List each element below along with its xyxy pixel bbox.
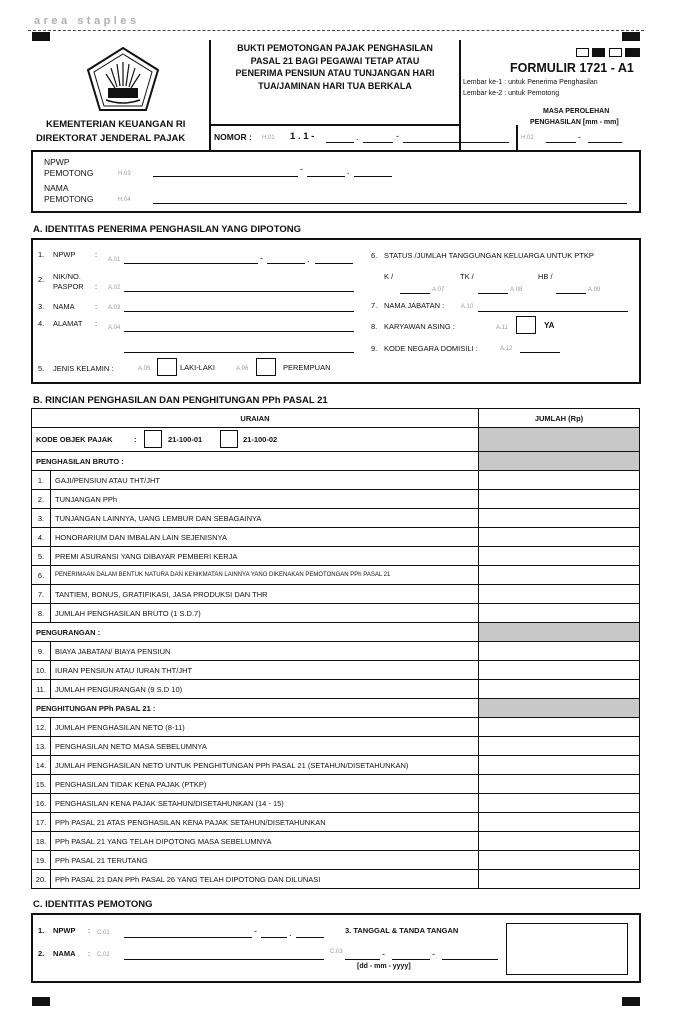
row-label: PENERIMAAN DALAM BENTUK NATURA DAN KENIKMATAN LAINNYA YANG DIKENAKAN PEMOTONGAN PPh PASAL 21 (51, 566, 479, 585)
period-label: MASA PEROLEHAN (543, 108, 610, 115)
npwp-label: NPWP (53, 250, 76, 259)
jenis-kelamin-label: JENIS KELAMIN : (53, 364, 114, 373)
status-hb-label: HB / (538, 272, 553, 281)
npwp-pemotong-field[interactable] (354, 176, 392, 177)
row-label: GAJI/PENSIUN ATAU THT/JHT (51, 471, 479, 490)
nomor-field[interactable] (326, 142, 354, 143)
col-uraian: URAIAN (32, 409, 479, 428)
corner-mark (622, 32, 640, 41)
table-row (32, 737, 640, 756)
alamat-field[interactable] (124, 331, 354, 332)
table-header-row (32, 409, 640, 428)
form-name: FORMULIR 1721 - A1 (510, 61, 634, 75)
table-row (32, 604, 640, 623)
nomor-label: NOMOR : (214, 132, 252, 142)
date-format-hint: [dd - mm - yyyy] (357, 963, 411, 970)
c-npwp-field[interactable] (296, 937, 324, 938)
npwp-field[interactable] (124, 263, 258, 264)
c-npwp-field[interactable] (124, 937, 252, 938)
row-label: BIAYA JABATAN/ BIAYA PENSIUN (51, 642, 479, 661)
kode-21-100-01-label: 21-100-01 (168, 434, 203, 444)
kode-21-100-02-label: 21-100-02 (243, 434, 278, 444)
garuda-emblem (84, 46, 162, 114)
karyawan-asing-checkbox[interactable] (516, 316, 536, 334)
row-label: PPh PASAL 21 DAN PPh PASAL 26 YANG TELAH DIPOTONG DAN DILUNASI (51, 870, 479, 889)
row-number: 6. (32, 566, 51, 585)
corner-mark (32, 32, 50, 41)
npwp-field[interactable] (315, 263, 353, 264)
npwp-pemotong-field[interactable] (307, 176, 345, 177)
tanggal-field[interactable] (442, 959, 498, 960)
section-header-row: PENGHITUNGAN PPh PASAL 21 : (32, 699, 640, 718)
row-number: 12. (32, 718, 51, 737)
c-nama-label: NAMA (53, 949, 76, 958)
row-label: TANTIEM, BONUS, GRATIFIKASI, JASA PRODUKSI DAN THR (51, 585, 479, 604)
row-number: 10. (32, 661, 51, 680)
tanggal-field[interactable] (392, 959, 430, 960)
table-row (32, 509, 640, 528)
kode-21-100-02-checkbox[interactable] (220, 430, 238, 448)
row-number: 18. (32, 832, 51, 851)
nomor-prefix: 1 . 1 - (290, 131, 315, 142)
header-divider (459, 40, 461, 150)
kode-objek-label: KODE OBJEK PAJAK (36, 434, 113, 444)
section-header-row: PENGHASILAN BRUTO : (32, 452, 640, 471)
penghasilan-table (31, 408, 640, 889)
status-ptkp-label: STATUS /JUMLAH TANGGUNGAN KELUARGA UNTUK PTKP (384, 251, 594, 260)
row-amount-field[interactable] (479, 566, 640, 585)
row-label: JUMLAH PENGURANGAN (9 S.D 10) (51, 680, 479, 699)
table-row (32, 756, 640, 775)
row-label: PENGHASILAN NETO MASA SEBELUMNYA (51, 737, 479, 756)
nama-pemotong-field[interactable] (153, 203, 627, 204)
nama-field[interactable] (124, 311, 354, 312)
perempuan-checkbox[interactable] (256, 358, 276, 376)
row-amount-field[interactable] (479, 642, 640, 661)
table-row (32, 642, 640, 661)
npwp-pemotong-field[interactable] (153, 176, 298, 177)
form-box (609, 48, 622, 57)
period-label: PENGHASILAN [mm - mm] (530, 119, 619, 126)
row-amount-field[interactable] (479, 756, 640, 775)
row-amount-field[interactable] (479, 547, 640, 566)
row-label: PPh PASAL 21 YANG TELAH DIPOTONG MASA SEBELUMNYA (51, 832, 479, 851)
row-number: 19. (32, 851, 51, 870)
row-number: 20. (32, 870, 51, 889)
row-label: PREMI ASURANSI YANG DIBAYAR PEMBERI KERJA (51, 547, 479, 566)
row-amount-field[interactable] (479, 813, 640, 832)
section-b-title: B. RINCIAN PENGHASILAN DAN PENGHITUNGAN PPh PASAL 21 (33, 395, 328, 406)
section-header-row: PENGURANGAN : (32, 623, 640, 642)
status-tk-field[interactable] (478, 293, 508, 294)
row-label: TUNJANGAN LAINNYA, UANG LEMBUR DAN SEBAGAINYA (51, 509, 479, 528)
alamat-label: ALAMAT (53, 319, 83, 328)
ya-label: YA (544, 321, 555, 330)
row-label: HONORARIUM DAN IMBALAN LAIN SEJENISNYA (51, 528, 479, 547)
table-row (32, 490, 640, 509)
row-amount-field[interactable] (479, 737, 640, 756)
row-amount-field[interactable] (479, 528, 640, 547)
c-npwp-field[interactable] (261, 937, 287, 938)
row-number: 3. (32, 509, 51, 528)
row-amount-field[interactable] (479, 509, 640, 528)
corner-mark (622, 997, 640, 1006)
row-number: 2. (32, 490, 51, 509)
corner-mark (32, 997, 50, 1006)
karyawan-asing-label: KARYAWAN ASING : (384, 322, 455, 331)
negara-field[interactable] (520, 352, 560, 353)
header-hline (209, 124, 461, 126)
sheet-2-note: Lembar ke-2 : untuk Pemotong (463, 90, 560, 97)
row-amount-field[interactable] (479, 718, 640, 737)
row-label: PENGHASILAN KENA PAJAK SETAHUN/DISETAHUNKAN (14 - 15) (51, 794, 479, 813)
sheet-1-note: Lembar ke-1 : untuk Penerima Penghasilan (463, 79, 598, 86)
npwp-pemotong-label: PEMOTONG (44, 168, 94, 178)
table-row (32, 794, 640, 813)
nik-field[interactable] (124, 291, 354, 292)
row-number: 4. (32, 528, 51, 547)
tanggal-field[interactable] (345, 959, 380, 960)
negara-label: KODE NEGARA DOMISILI : (384, 344, 478, 353)
table-row (32, 661, 640, 680)
row-label: PENGHASILAN TIDAK KENA PAJAK (PTKP) (51, 775, 479, 794)
jabatan-field[interactable] (478, 311, 628, 312)
row-number: 8. (32, 604, 51, 623)
table-row (32, 528, 640, 547)
row-number: 15. (32, 775, 51, 794)
row-amount-field[interactable] (479, 851, 640, 870)
laki-laki-checkbox[interactable] (157, 358, 177, 376)
table-row (32, 566, 640, 585)
npwp-pemotong-code: H.03 (118, 171, 131, 177)
jabatan-label: NAMA JABATAN : (384, 301, 445, 310)
directorate-name: DIREKTORAT JENDERAL PAJAK (36, 133, 186, 144)
row-number: 7. (32, 585, 51, 604)
status-k-field[interactable] (400, 293, 430, 294)
table-row (32, 870, 640, 889)
table-row (32, 547, 640, 566)
nomor-field[interactable] (363, 142, 393, 143)
table-row (32, 851, 640, 870)
row-number: 16. (32, 794, 51, 813)
row-label: PPh PASAL 21 ATAS PENGHASILAN KENA PAJAK SETAHUN/DISETAHUNKAN (51, 813, 479, 832)
tanggal-ttd-label: 3. TANGGAL & TANDA TANGAN (345, 926, 459, 935)
nama-label: NAMA (53, 302, 75, 311)
row-number: 17. (32, 813, 51, 832)
row-amount-field[interactable] (479, 585, 640, 604)
form-box (576, 48, 589, 57)
table-row (32, 680, 640, 699)
section-c-title: C. IDENTITAS PEMOTONG (33, 899, 153, 910)
table-row (32, 471, 640, 490)
table-row (32, 718, 640, 737)
nik-label: PASPOR (53, 282, 84, 291)
row-label: JUMLAH PENGHASILAN NETO UNTUK PENGHITUNGAN PPh PASAL 21 (SETAHUN/DISETAHUNKAN) (51, 756, 479, 775)
nama-pemotong-label: PEMOTONG (44, 194, 94, 204)
nama-pemotong-code: H.04 (118, 197, 131, 203)
c-nama-field[interactable] (124, 959, 324, 960)
table-row (32, 813, 640, 832)
table-row (32, 585, 640, 604)
staples-label: area staples (34, 15, 140, 27)
kode-objek-row: KODE OBJEK PAJAK : 21-100-01 21-100-02 (32, 428, 640, 452)
row-amount-field[interactable] (479, 490, 640, 509)
row-number: 14. (32, 756, 51, 775)
nik-label: NIK/NO. (53, 272, 81, 281)
alamat-field[interactable] (124, 352, 354, 353)
row-amount-field[interactable] (479, 870, 640, 889)
header-divider (516, 125, 518, 150)
npwp-pemotong-label: NPWP (44, 157, 70, 167)
row-label: PPh PASAL 21 TERUTANG (51, 851, 479, 870)
period-start-field[interactable] (546, 142, 576, 143)
form-box (592, 48, 605, 57)
row-label: JUMLAH PENGHASILAN NETO (8-11) (51, 718, 479, 737)
laki-laki-label: LAKI-LAKI (180, 363, 216, 372)
row-number: 5. (32, 547, 51, 566)
status-k-label: K / (384, 272, 394, 281)
row-amount-field[interactable] (479, 661, 640, 680)
row-number: 9. (32, 642, 51, 661)
period-code: H.02 (521, 135, 534, 141)
row-amount-field[interactable] (479, 471, 640, 490)
table-row (32, 832, 640, 851)
row-amount-field[interactable] (479, 832, 640, 851)
row-number: 13. (32, 737, 51, 756)
row-amount-field[interactable] (479, 604, 640, 623)
kode-21-100-01-checkbox[interactable] (144, 430, 162, 448)
row-amount-field[interactable] (479, 775, 640, 794)
section-a-title: A. IDENTITAS PENERIMA PENGHASILAN YANG DIPOTONG (33, 224, 301, 235)
row-number: 11. (32, 680, 51, 699)
row-label: JUMLAH PENGHASILAN BRUTO (1 S.D.7) (51, 604, 479, 623)
form-title: BUKTI PEMOTONGAN PAJAK PENGHASILAN PASAL 21 BAGI PEGAWAI TETAP ATAU PENERIMA PENSIUN ATAU TUNJANGAN HARI TUA/JAMINAN HARI TUA BERKALA (235, 43, 435, 91)
staple-dashed-line (28, 30, 644, 31)
perempuan-label: PEREMPUAN (283, 363, 331, 372)
row-label: IURAN PENSIUN ATAU IURAN THT/JHT (51, 661, 479, 680)
row-amount-field[interactable] (479, 680, 640, 699)
npwp-field[interactable] (267, 263, 305, 264)
ministry-name: KEMENTERIAN KEUANGAN RI (46, 119, 186, 130)
table-row (32, 775, 640, 794)
row-amount-field[interactable] (479, 794, 640, 813)
nama-pemotong-label: NAMA (44, 183, 69, 193)
col-jumlah: JUMLAH (Rp) (479, 409, 640, 428)
status-hb-field[interactable] (556, 293, 586, 294)
signature-box[interactable] (506, 923, 628, 975)
row-label: TUNJANGAN PPh (51, 490, 479, 509)
form-box (625, 48, 640, 57)
period-end-field[interactable] (588, 142, 622, 143)
nomor-code: H.01 (262, 135, 275, 141)
c-npwp-label: NPWP (53, 926, 76, 935)
nomor-field[interactable] (403, 142, 509, 143)
status-tk-label: TK / (460, 272, 474, 281)
row-number: 1. (32, 471, 51, 490)
